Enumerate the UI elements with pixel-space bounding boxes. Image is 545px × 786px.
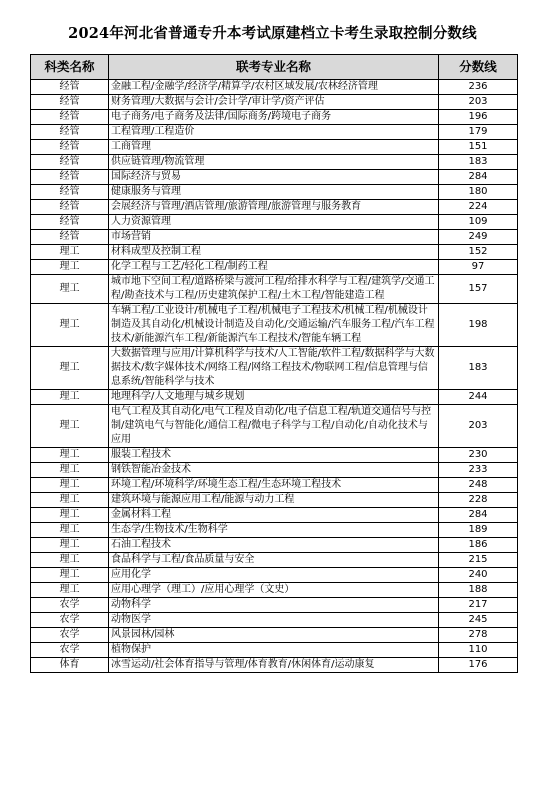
major-cell: 动物医学 [109,613,439,628]
major-cell: 钢铁智能冶金技术 [109,463,439,478]
table-row [31,658,518,673]
major-cell: 人力资源管理 [109,215,439,230]
score-cell: 217 [439,598,518,613]
category-cell: 理工 [31,275,109,304]
score-cell: 189 [439,523,518,538]
category-cell: 经管 [31,80,109,95]
table-row [31,95,518,110]
major-cell: 植物保护 [109,643,439,658]
score-cell: 110 [439,643,518,658]
category-cell: 理工 [31,390,109,405]
category-cell: 理工 [31,245,109,260]
page-title: 2024年河北省普通专升本考试原建档立卡考生录取控制分数线 [68,25,477,42]
major-cell: 环境工程/环境科学/环境生态工程/生态环境工程技术 [109,478,439,493]
major-cell: 供应链管理/物流管理 [109,155,439,170]
table-row [31,568,518,583]
table-row [31,260,518,275]
table-row [31,478,518,493]
table-body [31,80,518,673]
score-cell: 230 [439,448,518,463]
score-cell: 176 [439,658,518,673]
score-cell: 284 [439,508,518,523]
major-cell: 动物科学 [109,598,439,613]
score-cell: 183 [439,155,518,170]
category-cell: 理工 [31,538,109,553]
table-row [31,448,518,463]
major-cell: 食品科学与工程/食品质量与安全 [109,553,439,568]
table-row [31,170,518,185]
category-cell: 理工 [31,405,109,448]
table-row [31,643,518,658]
score-cell: 248 [439,478,518,493]
major-cell: 电气工程及其自动化/电气工程及自动化/电子信息工程/轨道交通信号与控制/建筑电气与智能化/通信工程/微电子科学与工程/自动化/自动化技术与应用 [109,405,439,448]
major-cell: 服装工程技术 [109,448,439,463]
major-cell: 市场营销 [109,230,439,245]
score-cell: 236 [439,80,518,95]
category-cell: 经管 [31,140,109,155]
table-row [31,493,518,508]
table-row [31,110,518,125]
major-cell: 冰雪运动/社会体育指导与管理/体育教育/休闲体育/运动康复 [109,658,439,673]
table-row [31,553,518,568]
table-row [31,275,518,304]
table-row [31,628,518,643]
score-cell: 180 [439,185,518,200]
score-cell: 249 [439,230,518,245]
category-cell: 理工 [31,583,109,598]
score-cell: 109 [439,215,518,230]
category-cell: 理工 [31,448,109,463]
major-cell: 财务管理/大数据与会计/会计学/审计学/资产评估 [109,95,439,110]
category-cell: 农学 [31,643,109,658]
score-cell: 278 [439,628,518,643]
major-cell: 生态学/生物技术/生物科学 [109,523,439,538]
score-cell: 245 [439,613,518,628]
major-cell: 国际经济与贸易 [109,170,439,185]
table-row [31,405,518,448]
category-cell: 理工 [31,493,109,508]
score-cell: 179 [439,125,518,140]
score-cell: 186 [439,538,518,553]
major-cell: 金融工程/金融学/经济学/精算学/农村区域发展/农林经济管理 [109,80,439,95]
category-cell: 经管 [31,95,109,110]
table-row [31,347,518,390]
category-cell: 经管 [31,215,109,230]
score-cell: 183 [439,347,518,390]
major-cell: 健康服务与管理 [109,185,439,200]
score-cell: 240 [439,568,518,583]
major-cell: 会展经济与管理/酒店管理/旅游管理/旅游管理与服务教育 [109,200,439,215]
major-cell: 工商管理 [109,140,439,155]
category-cell: 理工 [31,304,109,347]
major-cell: 石油工程技术 [109,538,439,553]
score-cell: 215 [439,553,518,568]
score-cell: 188 [439,583,518,598]
table-row [31,125,518,140]
category-cell: 农学 [31,628,109,643]
table-row [31,185,518,200]
category-cell: 理工 [31,478,109,493]
category-cell: 理工 [31,260,109,275]
table-row [31,80,518,95]
score-cell: 157 [439,275,518,304]
score-cell: 203 [439,95,518,110]
table-row [31,390,518,405]
score-cell: 284 [439,170,518,185]
category-cell: 经管 [31,170,109,185]
score-cell: 196 [439,110,518,125]
table-row [31,508,518,523]
major-cell: 大数据管理与应用/计算机科学与技术/人工智能/软件工程/数据科学与大数据技术/数字媒体技术/网络工程/网络工程技术/物联网工程/信息管理与信息系统/智能科学与技术 [109,347,439,390]
table-row [31,613,518,628]
category-cell: 理工 [31,463,109,478]
score-cell: 203 [439,405,518,448]
header-score: 分数线 [439,55,518,80]
category-cell: 体育 [31,658,109,673]
category-cell: 经管 [31,110,109,125]
major-cell: 建筑环境与能源应用工程/能源与动力工程 [109,493,439,508]
category-cell: 理工 [31,508,109,523]
table-row [31,200,518,215]
category-cell: 理工 [31,568,109,583]
major-cell: 化学工程与工艺/轻化工程/制药工程 [109,260,439,275]
score-cell: 198 [439,304,518,347]
score-cell: 152 [439,245,518,260]
score-cell: 244 [439,390,518,405]
major-cell: 地理科学/人文地理与城乡规划 [109,390,439,405]
major-cell: 城市地下空间工程/道路桥梁与渡河工程/给排水科学与工程/建筑学/交通工程/勘查技术与工程/历史建筑保护工程/土木工程/智能建造工程 [109,275,439,304]
score-table [30,54,518,673]
score-cell: 97 [439,260,518,275]
category-cell: 理工 [31,553,109,568]
table-row [31,583,518,598]
major-cell: 应用化学 [109,568,439,583]
table-row [31,215,518,230]
score-cell: 228 [439,493,518,508]
category-cell: 经管 [31,155,109,170]
major-cell: 应用心理学（理工）/应用心理学（文史） [109,583,439,598]
table-row [31,155,518,170]
table-row [31,538,518,553]
table-row [31,598,518,613]
table-row [31,523,518,538]
major-cell: 车辆工程/工业设计/机械电子工程/机械电子工程技术/机械工程/机械设计制造及其自动化/机械设计制造及自动化/交通运输/汽车服务工程/汽车工程技术/新能源汽车工程/新能源汽车工程技术/智能车辆工程 [109,304,439,347]
major-cell: 材料成型及控制工程 [109,245,439,260]
category-cell: 农学 [31,598,109,613]
major-cell: 电子商务/电子商务及法律/国际商务/跨境电子商务 [109,110,439,125]
score-cell: 224 [439,200,518,215]
table-row [31,463,518,478]
category-cell: 经管 [31,230,109,245]
category-cell: 经管 [31,125,109,140]
score-cell: 233 [439,463,518,478]
table-header-row [31,55,518,80]
major-cell: 工程管理/工程造价 [109,125,439,140]
table-row [31,245,518,260]
category-cell: 经管 [31,200,109,215]
header-category: 科类名称 [31,55,109,80]
category-cell: 农学 [31,613,109,628]
table-row [31,304,518,347]
category-cell: 理工 [31,347,109,390]
major-cell: 风景园林/园林 [109,628,439,643]
table-row [31,230,518,245]
table-row [31,140,518,155]
header-major: 联考专业名称 [109,55,439,80]
score-cell: 151 [439,140,518,155]
category-cell: 理工 [31,523,109,538]
category-cell: 经管 [31,185,109,200]
major-cell: 金属材料工程 [109,508,439,523]
